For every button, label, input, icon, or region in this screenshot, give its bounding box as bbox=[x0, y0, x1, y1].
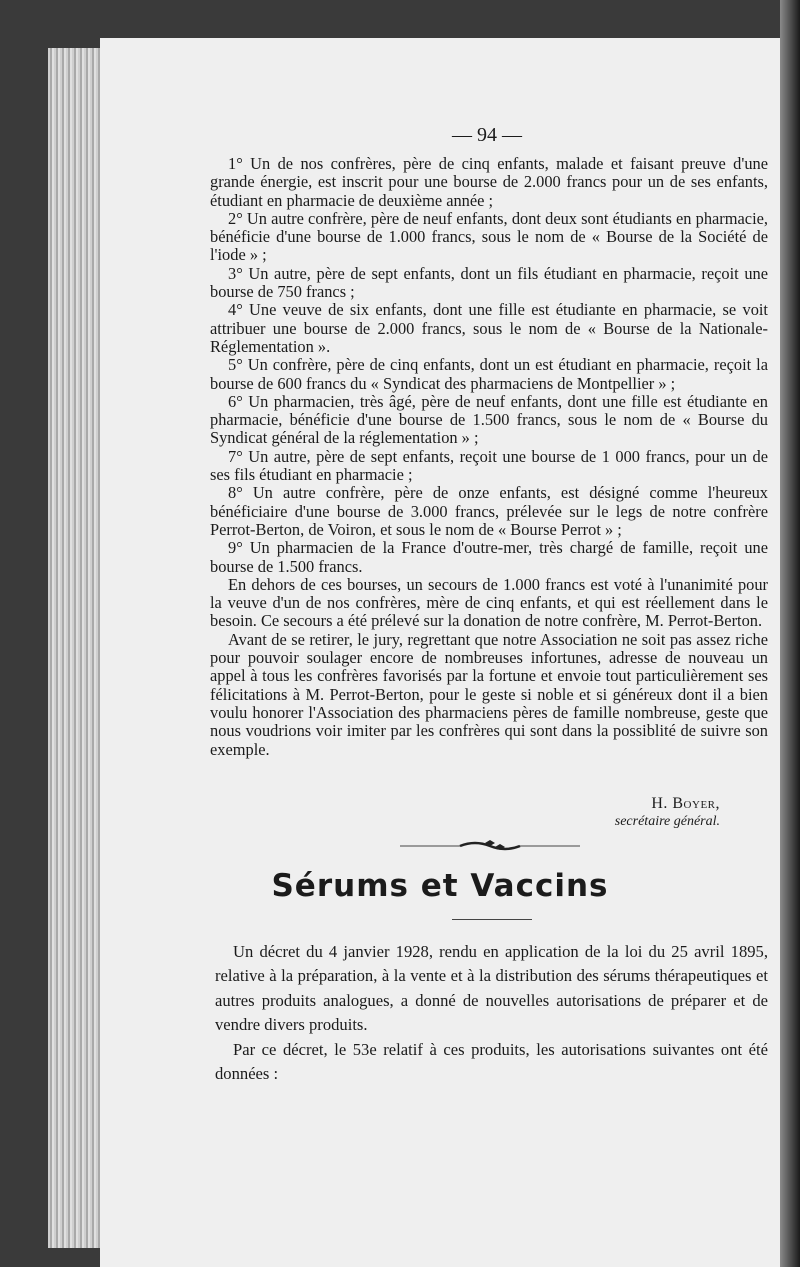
page-number: — 94 — bbox=[452, 124, 522, 146]
paragraph-bourse-9: 9° Un pharmacien de la France d'outre-mer, très chargé de famille, reçoit une bourse de 1.500 francs. bbox=[210, 538, 768, 576]
paragraph-conclusion: Avant de se retirer, le jury, regrettant que notre Association ne soit pas assez riche pour pouvoir soulager encore de nombreuses infortunes, adresse de nouveau un appel à tous les confrères favorisés par la fortune et envoie tout particulièrement ses félicitations à M. Perrot-Berton, pour le geste si noble et si généreux dont il a bien voulu honorer l'Association des pharmaciens pères de famille nombreuse, geste que nous voudrions voir imiter par les confrères qui sont dans la possiblité de suivre son exemple. bbox=[210, 629, 768, 759]
scan-edge bbox=[780, 0, 800, 1267]
paragraph-bourse-8: 8° Un autre confrère, père de onze enfants, est désigné comme l'heureux bénéficiaire d'une bourse de 3.000 francs, prélevée sur le legs de notre confrère Perrot-Berton, de Voiron, et sous le nom de « Bourse Perrot » ; bbox=[210, 483, 768, 539]
paragraph-bourse-4: 4° Une veuve de six enfants, dont une fille est étudiante en pharmacie, se voit attribuer une bourse de 2.000 francs, sous le nom de « Bourse de la Nationale-Réglementation ». bbox=[210, 300, 768, 356]
ornamental-divider bbox=[400, 838, 580, 854]
signature-title: secrétaire général. bbox=[614, 814, 720, 829]
signature bbox=[560, 795, 720, 831]
paragraph-bourse-3: 3° Un autre, père de sept enfants, dont un fils étudiant en pharmacie, reçoit une bourse de 750 francs ; bbox=[210, 263, 768, 302]
paragraph-bourse-6: 6° Un pharmacien, très âgé, père de neuf enfants, dont une fille est étudiante en pharmacie, bénéficie d'une bourse de 1.500 francs, sous le nom de « Bourse du Syndicat général de la réglementation » ; bbox=[210, 391, 768, 448]
section-heading: Sérums et Vaccins bbox=[271, 868, 609, 904]
paragraph-bourse-2: 2° Un autre confrère, père de neuf enfants, dont deux sont étudiants en pharmacie, bénéficie d'une bourse de 1.000 francs, sous le nom de « Bourse de la Société de l'iode » ; bbox=[210, 208, 768, 265]
paragraph-bourse-1: 1° Un de nos confrères, père de cinq enfants, malade et faisant preuve d'une grande énergie, est inscrit pour une bourse de 2.000 francs pour un de ses enfants, étudiant en pharmacie de deuxième année ; bbox=[210, 154, 768, 210]
section-paragraph-2: Par ce décret, le 53e relatif à ces produits, les autorisations suivantes ont été données : bbox=[215, 1039, 768, 1084]
paragraph-bourse-7: 7° Un autre, père de sept enfants, reçoit une bourse de 1 000 francs, pour un de ses fils étudiant en pharmacie ; bbox=[210, 446, 768, 485]
paragraph-secours: En dehors de ces bourses, un secours de 1.000 francs est voté à l'unanimité pour la veuve d'un de nos confrères, mère de cinq enfants, et qui est réellement dans le besoin. Ce secours a été prélevé sur la donation de notre confrère, M. Perrot-Berton. bbox=[210, 574, 768, 631]
section-paragraph-1: Un décret du 4 janvier 1928, rendu en application de la loi du 25 avril 1895, relative à la préparation, à la vente et à la distribution des sérums thérapeutiques et autres produits analogues, a donné de nouvelles autorisations de préparer et de vendre divers produits. bbox=[215, 942, 768, 1035]
signature-name: H. Boyer, bbox=[651, 795, 720, 812]
heading-underline bbox=[452, 919, 532, 920]
book-page-edges bbox=[48, 48, 108, 1248]
paragraph-bourse-5: 5° Un confrère, père de cinq enfants, dont un est étudiant en pharmacie, reçoit la bourse de 600 francs du « Syndicat des pharmaciens de Montpellier » ; bbox=[210, 355, 768, 393]
section-text bbox=[215, 940, 768, 1086]
jury-report-text bbox=[210, 155, 768, 759]
